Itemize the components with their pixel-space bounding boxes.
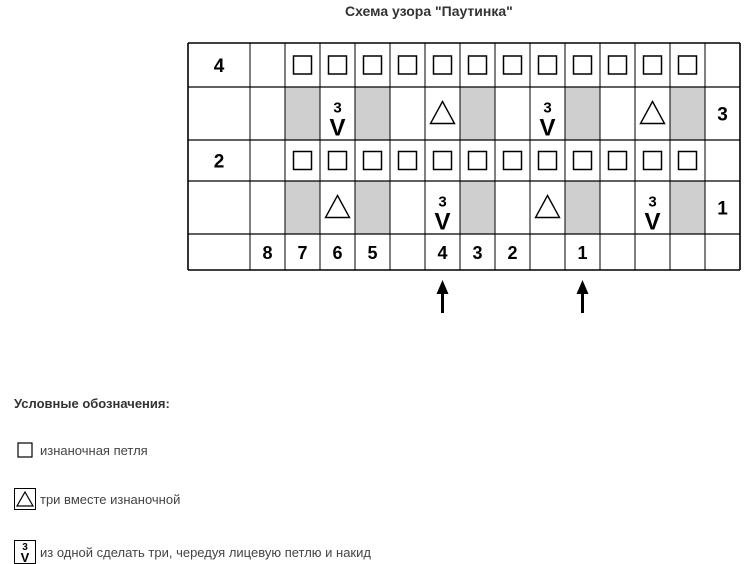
three-v-symbol-number: 3	[333, 99, 342, 117]
legend-label-purl: изнаночная петля	[40, 442, 148, 458]
three-v-symbol-letter: V	[644, 208, 661, 236]
purl-square-icon	[574, 56, 592, 74]
purl-square-icon	[399, 152, 417, 170]
svg-text:V: V	[20, 550, 30, 564]
three-v-symbol-number: 3	[648, 193, 657, 211]
purl-square-icon	[399, 56, 417, 74]
triangle-icon	[536, 196, 560, 218]
purl-square-icon	[574, 152, 592, 170]
column-number-7: 7	[297, 243, 308, 263]
shaded-cell	[670, 181, 705, 234]
three-v-icon	[14, 541, 36, 563]
row-label-4: 4	[213, 56, 225, 77]
shaded-cell	[355, 181, 390, 234]
arrow-head-icon	[437, 280, 449, 294]
legend-label-triangle: три вместе изнаночной	[40, 491, 181, 507]
shaded-cell	[670, 87, 705, 140]
shaded-cell	[285, 181, 320, 234]
column-number-8: 8	[262, 243, 273, 263]
legend-item-triangle	[14, 487, 180, 511]
triangle-icon	[14, 488, 36, 510]
purl-square-icon	[644, 56, 662, 74]
purl-square-icon	[609, 152, 627, 170]
purl-square-icon	[539, 152, 557, 170]
legend-title: Условные обозначения:	[14, 396, 170, 411]
shaded-cell	[460, 181, 495, 234]
legend-label-3v: из одной сделать три, чередуя лицевую петлю и накид	[40, 544, 371, 560]
column-number-3: 3	[472, 243, 483, 263]
shaded-cell	[565, 181, 600, 234]
purl-square-icon	[294, 152, 312, 170]
purl-square-icon	[434, 152, 452, 170]
purl-square-icon	[469, 56, 487, 74]
shaded-cell	[285, 87, 320, 140]
svg-text:3: 3	[22, 542, 28, 553]
purl-square-icon	[504, 56, 522, 74]
column-number-2: 2	[507, 243, 518, 263]
purl-square-icon	[364, 152, 382, 170]
arrow-head-icon	[577, 280, 589, 294]
column-number-6: 6	[332, 243, 343, 263]
purl-square-icon	[329, 56, 347, 74]
purl-square-icon	[644, 152, 662, 170]
three-v-symbol-letter: V	[434, 208, 451, 236]
column-number-1: 1	[577, 243, 588, 263]
three-v-symbol-number: 3	[543, 99, 552, 117]
triangle-icon	[641, 102, 665, 124]
purl-square-icon	[504, 152, 522, 170]
purl-square-icon	[294, 56, 312, 74]
purl-square-icon	[434, 56, 452, 74]
purl-square-icon	[539, 56, 557, 74]
legend-item-purl	[14, 438, 148, 462]
purl-square-icon	[364, 56, 382, 74]
row-label-1: 1	[717, 198, 728, 220]
row-label-2: 2	[213, 151, 225, 173]
shaded-cell	[460, 87, 495, 140]
shaded-cell	[355, 87, 390, 140]
purl-square-icon	[679, 56, 697, 74]
column-number-5: 5	[367, 243, 378, 263]
legend-item-3v	[14, 540, 371, 564]
three-v-symbol-number: 3	[438, 193, 447, 211]
three-v-symbol-letter: V	[539, 114, 556, 142]
shaded-cell	[565, 87, 600, 140]
chart-title: Схема узора "Паутинка"	[345, 3, 513, 19]
purl-square-icon	[14, 439, 36, 461]
triangle-icon	[326, 196, 350, 218]
three-v-symbol-letter: V	[329, 114, 346, 142]
purl-square-icon	[469, 152, 487, 170]
column-number-4: 4	[437, 243, 448, 263]
purl-square-icon	[609, 56, 627, 74]
row-label-3: 3	[717, 104, 728, 126]
triangle-icon	[431, 102, 455, 124]
purl-square-icon	[679, 152, 697, 170]
purl-square-icon	[329, 152, 347, 170]
